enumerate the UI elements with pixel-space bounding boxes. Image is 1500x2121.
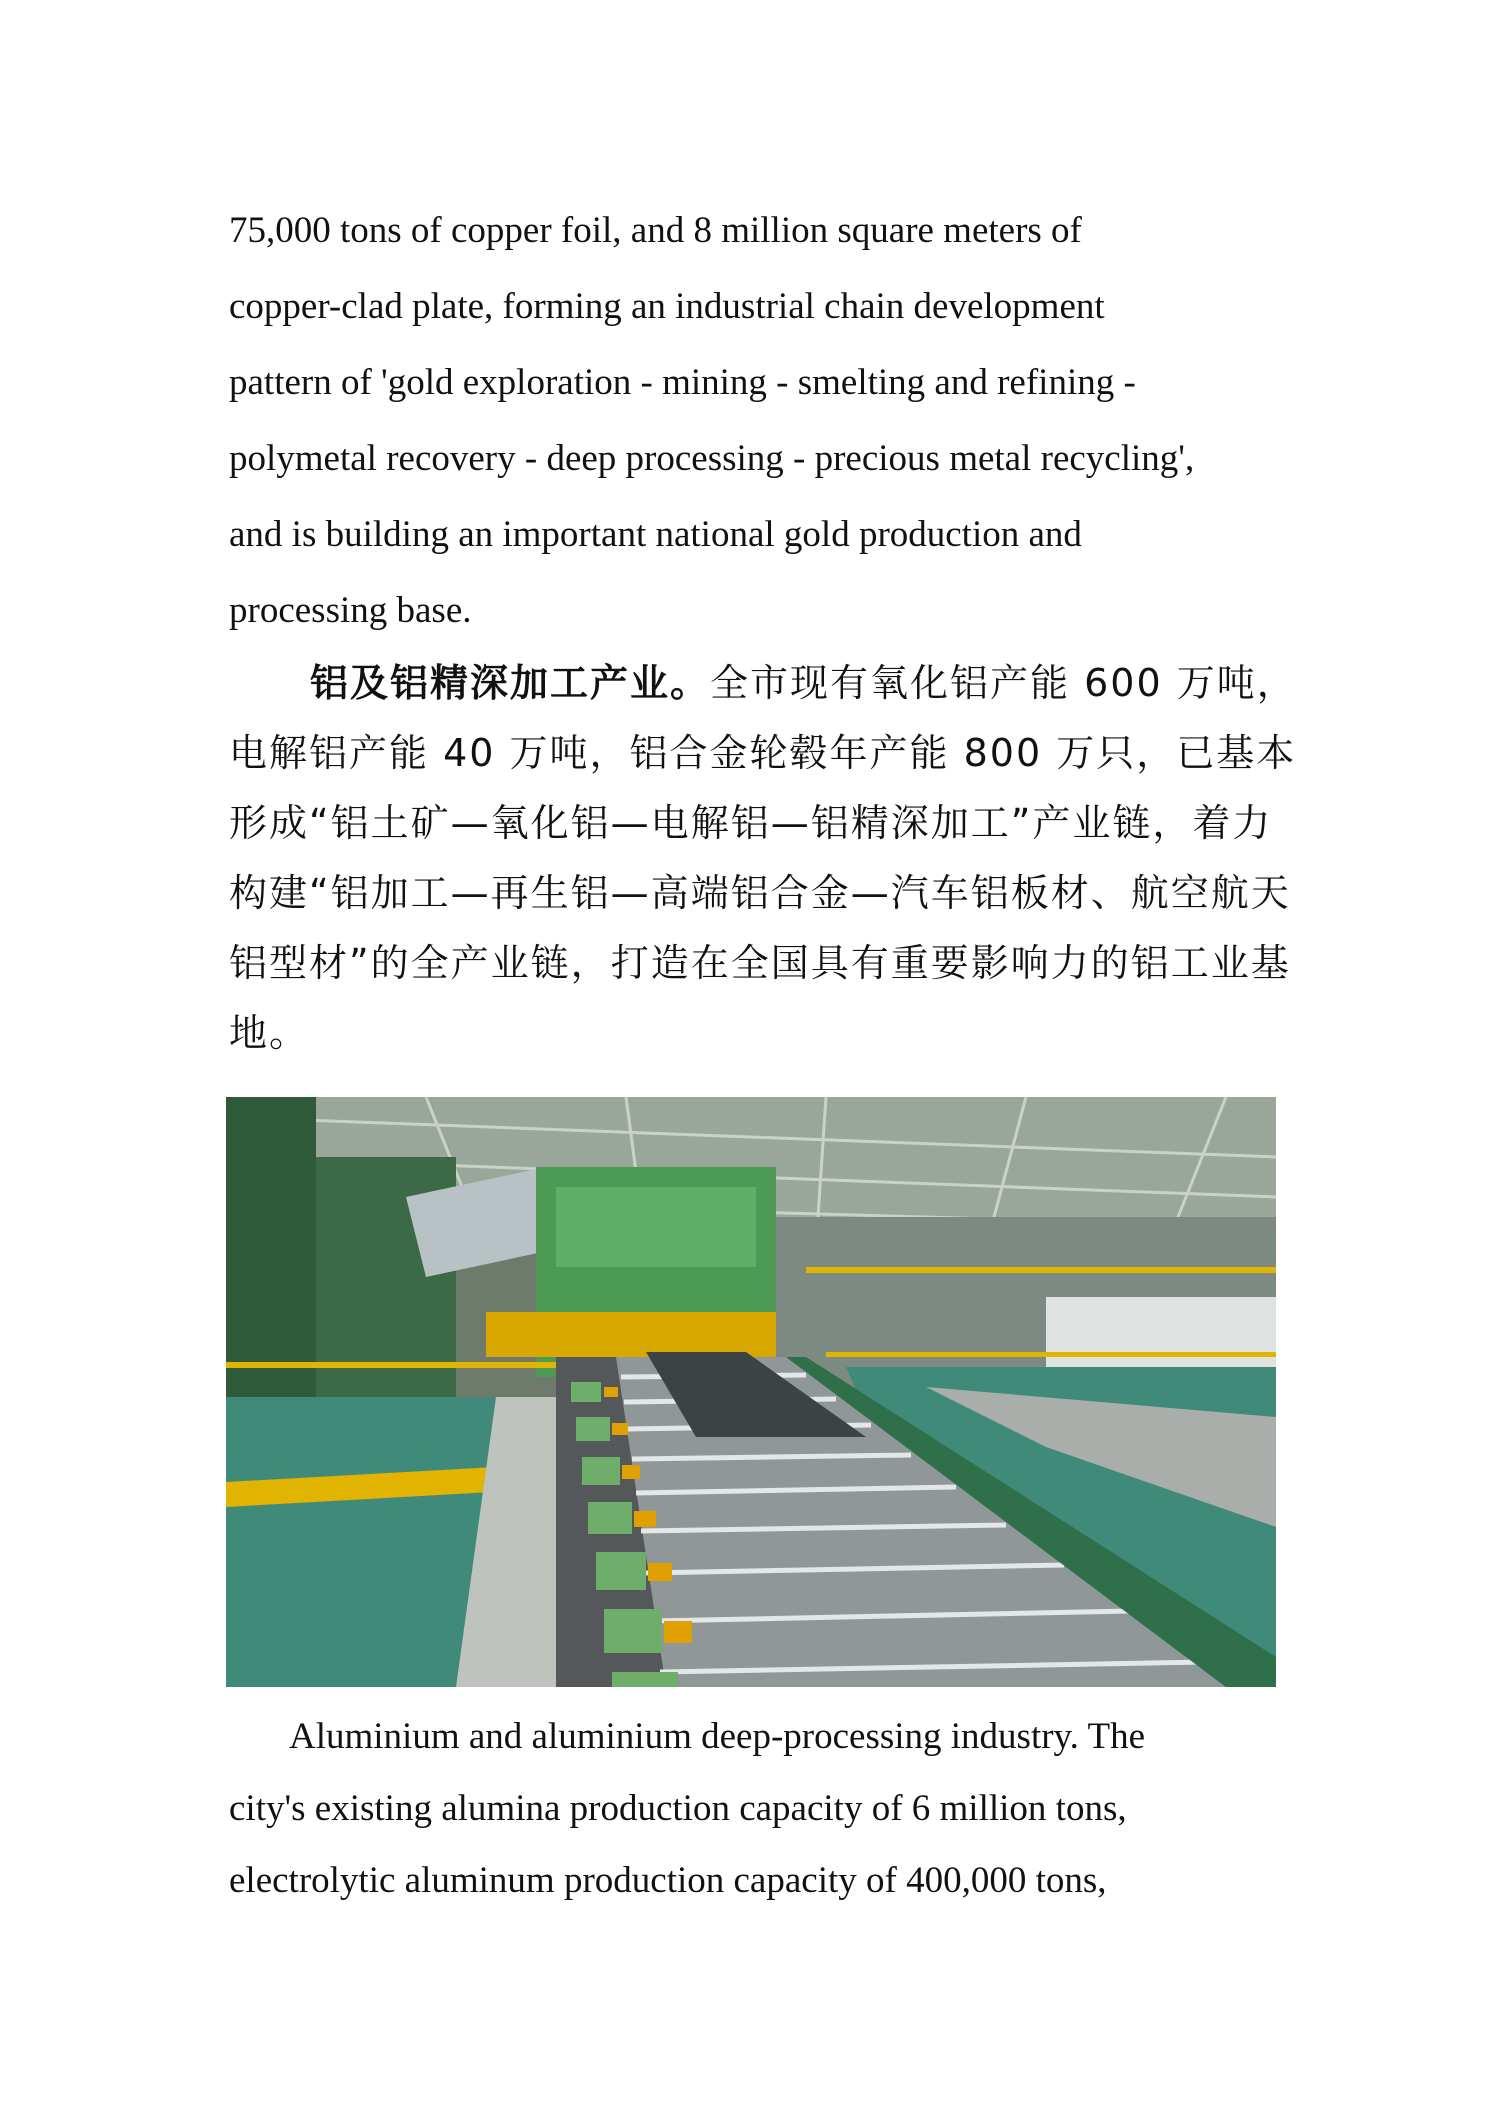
mill-yellow-frame [486,1312,816,1357]
text-line: 地。 [229,1011,310,1055]
text-line: electrolytic aluminum production capacity of 400,000 tons, [229,1860,1107,1901]
text-line: 构建“铝加工—再生铝—高端铝合金—汽车铝板材、航空航天 [229,871,1291,915]
text-line: processing base. [229,590,472,631]
text-line: copper-clad plate, forming an industrial chain development [229,286,1105,327]
section-lead-heading: 铝及铝精深加工产业。 [310,661,711,705]
text-line [310,663,1297,703]
factory-photo-svg [226,1097,1276,1687]
text-line: pattern of 'gold exploration - mining - smelting and refining - [229,362,1136,403]
text-line: and is building an important national gold production and [229,514,1082,555]
text-line: 形成“铝土矿—氧化铝—电解铝—铝精深加工”产业链，着力 [229,801,1273,845]
left-machinery [226,1097,316,1437]
text-line-content: 全市现有氧化铝产能 600 万吨， [710,661,1297,705]
text-line: 电解铝产能 40 万吨，铝合金轮毂年产能 800 万只，已基本 [229,731,1297,775]
text-line: city's existing alumina production capacity of 6 million tons, [229,1788,1127,1829]
factory-photo [226,1097,1276,1687]
text-line: 铝型材”的全产业链，打造在全国具有重要影响力的铝工业基 [229,941,1291,985]
text-line: Aluminium and aluminium deep-processing industry. The [289,1716,1146,1757]
text-line: 75,000 tons of copper foil, and 8 million square meters of [229,210,1082,251]
rolling-mill-panel [556,1187,756,1267]
text-line: polymetal recovery - deep processing - precious metal recycling', [229,438,1195,479]
